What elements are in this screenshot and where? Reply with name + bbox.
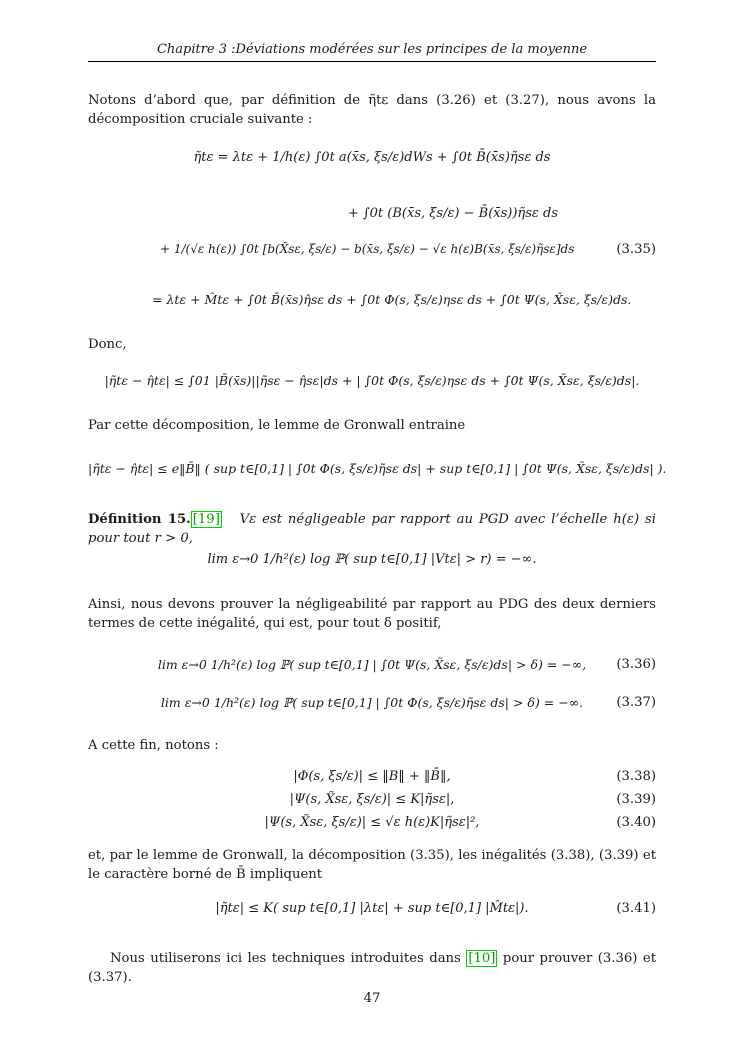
techniques-reference[interactable]: [10] xyxy=(468,951,496,966)
equation-3-39: |Ψ(s, X̃sε, ξs/ε)| ≤ K|η̃sε|, xyxy=(289,792,455,807)
equation-number-3-36: (3.36) xyxy=(616,657,656,672)
equation-donc-inequality: |η̃tε − η̂tε| ≤ ∫01 |B̄(x̄s)||η̃sε − η̂sε|ds + | ∫0t Φ(s, ξs/ε)ηsε ds + ∫0t Ψ(s, X̃sε, ξs/ε)ds|. xyxy=(104,373,640,388)
paragraph-techniques xyxy=(88,949,656,987)
running-title: Chapitre 3 :Déviations modérées sur les principes de la moyenne xyxy=(156,42,588,57)
equation-3-36: lim ε→0 1/h²(ε) log ℙ( sup t∈[0,1] | ∫0t Ψ(s, X̃sε, ξs/ε)ds| > δ) = −∞, xyxy=(157,657,587,672)
techniques-text-before: Nous utiliserons ici les techniques introduites dans xyxy=(110,951,467,966)
equation-number-3-40: (3.40) xyxy=(616,815,656,830)
equation-decomposition-line2: + ∫0t (B(x̄s, ξs/ε) − B̄(x̄s))η̃sε ds xyxy=(347,206,558,221)
definition-block xyxy=(88,510,656,548)
equation-number-3-35: (3.35) xyxy=(616,242,656,257)
definition-reference[interactable]: [19] xyxy=(192,512,220,527)
equation-3-38: |Φ(s, ξs/ε)| ≤ ‖B‖ + ‖B̄‖, xyxy=(293,769,451,784)
header-rule xyxy=(88,61,656,62)
definition-formula: lim ε→0 1/h²(ε) log ℙ( sup t∈[0,1] |Vtε| > r) = −∞. xyxy=(207,552,537,567)
equation-gronwall: |η̃tε − η̂tε| ≤ e‖B̄‖ ( sup t∈[0,1] | ∫0t Φ(s, ξs/ε)η̃sε ds| + sup t∈[0,1] | ∫0t Ψ(s, X̃sε, ξs/ε)ds| ). xyxy=(88,461,667,476)
page-number: 47 xyxy=(363,991,381,1006)
equation-number-3-37: (3.37) xyxy=(616,695,656,710)
equation-number-3-39: (3.39) xyxy=(616,792,656,807)
paragraph-a-cette-fin: A cette fin, notons : xyxy=(88,738,219,753)
definition-text: Vε est négligeable par rapport au PGD avec l’échelle h(ε) si pour tout r > 0, xyxy=(88,512,656,546)
equation-decomposition-line1: η̃tε = λtε + 1/h(ε) ∫0t a(x̄s, ξs/ε)dWs + ∫0t B̄(x̄s)η̃sε ds xyxy=(193,150,551,165)
equation-3-41: |η̃tε| ≤ K( sup t∈[0,1] |λtε| + sup t∈[0,1] |M̂tε|). xyxy=(215,901,529,916)
equation-3-40: |Ψ(s, X̃sε, ξs/ε)| ≤ √ε h(ε)K|η̃sε|², xyxy=(264,815,480,830)
equation-decomposition-line4: = λtε + M̂tε + ∫0t B̄(x̄s)η̂sε ds + ∫0t Φ(s, ξs/ε)ηsε ds + ∫0t Ψ(s, X̃sε, ξs/ε)ds. xyxy=(152,292,632,307)
equation-3-37: lim ε→0 1/h²(ε) log ℙ( sup t∈[0,1] | ∫0t Φ(s, ξs/ε)η̃sε ds| > δ) = −∞. xyxy=(160,695,584,710)
paragraph-gronwall: Par cette décomposition, le lemme de Gronwall entraine xyxy=(88,418,466,433)
equation-number-3-41: (3.41) xyxy=(616,901,656,916)
equation-number-3-38: (3.38) xyxy=(616,769,656,784)
definition-label: Définition 15. xyxy=(88,512,191,527)
equation-decomposition-line3: + 1/(√ε h(ε)) ∫0t [b(X̃sε, ξs/ε) − b(x̄s, ξs/ε) − √ε h(ε)B(x̄s, ξs/ε)η̃sε]ds xyxy=(160,242,575,256)
paragraph-donc: Donc, xyxy=(88,337,127,352)
paragraph-ainsi: Ainsi, nous devons prouver la négligeabilité par rapport au PDG des deux derniers termes de cette inégalité, qui est, pour tout δ positif, xyxy=(88,597,656,631)
techniques-text-after: pour prouver (3.36) et (3.37). xyxy=(88,951,656,985)
paragraph-intro: Notons d’abord que, par définition de η̃tε dans (3.26) et (3.27), nous avons la décomposition cruciale suivante : xyxy=(88,93,656,127)
paragraph-gronwall-bound: et, par le lemme de Gronwall, la décomposition (3.35), les inégalités (3.38), (3.39) et le caractère borné de B̄ impliquent xyxy=(88,848,656,882)
